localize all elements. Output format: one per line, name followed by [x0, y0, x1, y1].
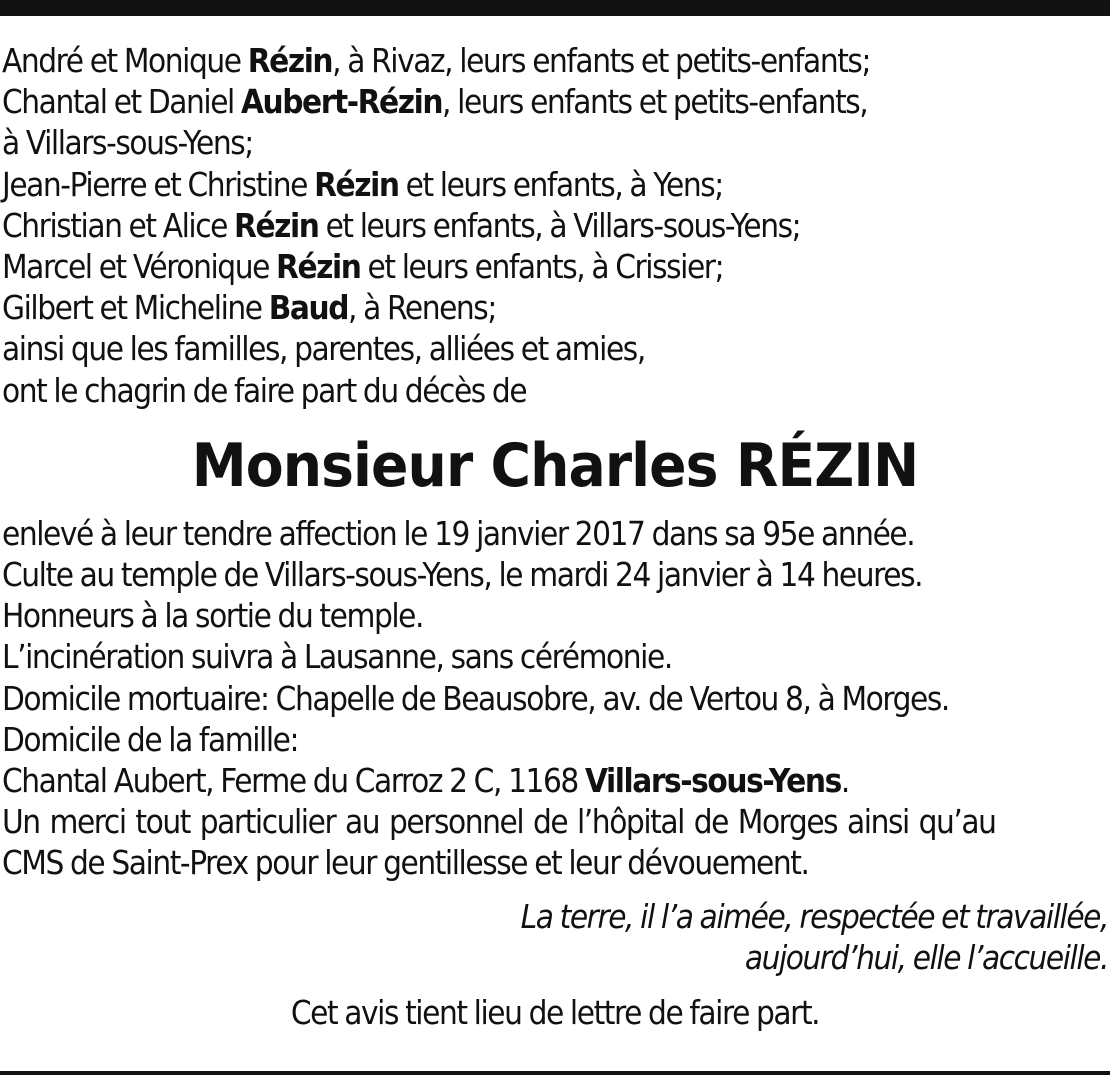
details-line-4: L’incinération suivra à Lausanne, sans cérémonie.	[2, 637, 672, 677]
family-surname: Aubert-Rézin	[240, 82, 443, 122]
family-surname: Rézin	[276, 247, 361, 287]
family-line-2: Chantal et Daniel Aubert-Rézin, leurs enfants et petits-enfants,	[2, 82, 868, 122]
details-line-9: CMS de Saint-Prex pour leur gentillesse et leur dévouement.	[2, 843, 809, 883]
details-line-6: Domicile de la famille:	[2, 719, 299, 759]
obituary-notice	[2, 40, 1108, 1033]
details-line-5: Domicile mortuaire: Chapelle de Beausobre, av. de Vertou 8, à Morges.	[2, 678, 949, 718]
family-surname: Rézin	[314, 164, 399, 204]
details-line-3: Honneurs à la sortie du temple.	[2, 596, 424, 636]
family-surname: Rézin	[247, 41, 333, 80]
family-surname: Rézin	[234, 205, 319, 245]
family-line-5: Christian et Alice Rézin et leurs enfants, à Villars-sous-Yens;	[2, 205, 801, 245]
family-line-8: ainsi que les familles, parentes, alliées et amies,	[2, 329, 645, 369]
family-line-3: à Villars-sous-Yens;	[2, 123, 253, 163]
details-line-2: Culte au temple de Villars-sous-Yens, le mardi 24 janvier à 14 heures.	[2, 555, 923, 595]
epitaph-line-2: aujourd’hui, elle l’accueille.	[744, 937, 1108, 977]
details-line-7: Chantal Aubert, Ferme du Carroz 2 C, 1168 Villars-sous-Yens.	[2, 761, 849, 801]
deceased-name: Monsieur Charles RÉZIN	[191, 430, 919, 501]
family-surname: Baud	[268, 288, 349, 328]
family-line-4: Jean-Pierre et Christine Rézin et leurs enfants, à Yens;	[2, 164, 723, 204]
family-line-7: Gilbert et Micheline Baud, à Renens;	[2, 288, 496, 328]
details-line-1: enlevé à leur tendre affection le 19 janvier 2017 dans sa 95e année.	[2, 513, 915, 553]
epitaph	[2, 896, 1108, 978]
notice-footer: Cet avis tient lieu de lettre de faire part.	[290, 993, 820, 1033]
top-rule	[0, 0, 1110, 16]
family-address-locality: Villars-sous-Yens	[585, 761, 841, 801]
bottom-rule	[0, 1071, 1110, 1075]
family-line-6: Marcel et Véronique Rézin et leurs enfants, à Crissier;	[2, 247, 724, 287]
epitaph-line-1: La terre, il l’a aimée, respectée et travaillée,	[520, 896, 1108, 936]
family-line-1: André et Monique Rézin, à Rivaz, leurs enfants et petits-enfants;	[2, 41, 871, 80]
details-line-8: Un merci tout particulier au personnel de l’hôpital de Morges ainsi qu’au	[2, 802, 996, 842]
family-line-9: ont le chagrin de faire part du décès de	[2, 370, 527, 410]
